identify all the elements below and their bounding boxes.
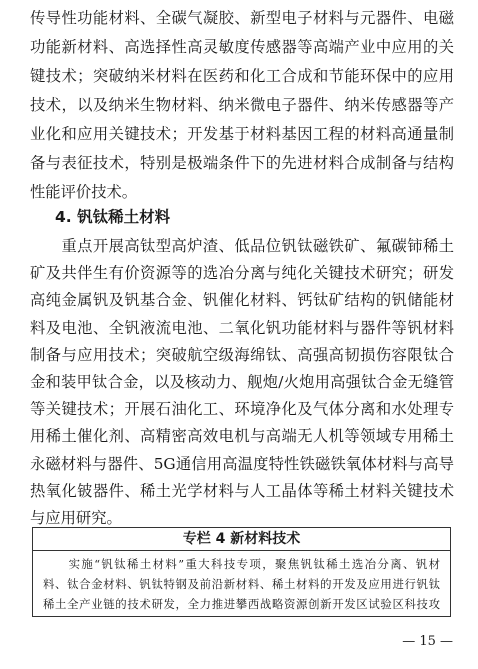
text-line: 等关键技术；开展石油化工、环境净化及气体分离和水处理专 [30,400,454,419]
box-title: 专栏 4 新材料技术 [33,528,450,551]
text-line: 高纯金属钒及钒基合金、钒催化材料、钙钛矿结构的钒储能材 [30,291,454,310]
text-line: 性能评价技术。 [30,183,138,201]
text-line: 功能新材料、高选择性高灵敏度传感器等高端产业中应用的关 [30,38,454,56]
text-line: 与应用研究。 [30,509,122,527]
page-number: — 15 — [402,634,453,649]
text-line: 料及电池、全钒液流电池、二氧化钒功能材料与器件等钒材料 [30,318,454,337]
text-line: 永磁材料与器件、5G通信用高温度特性铁磁铁氧体材料与高导 [30,454,454,473]
text-line: 用稀土催化剂、高精密高效电机与高端无人机等领域专用稀土 [30,427,454,446]
text-line: 键技术；突破纳米材料在医药和化工合成和节能环保中的应用 [30,67,454,85]
sidebar-box [32,527,451,617]
text-line: 传导性功能材料、全碳气凝胶、新型电子材料与元器件、电磁 [30,9,454,27]
box-line: 料、钛合金材料、钒钛特钢及前沿新材料、稀土材料的开发及应用进行钒钛 [43,577,440,591]
text-line: 业化和应用关键技术；开发基于材料基因工程的材料高通量制 [30,125,454,143]
text-line: 备与表征技术，特别是极端条件下的先进材料合成制备与结构 [30,154,454,172]
text-line: 热氧化铍器件、稀土光学材料与人工晶体等稀土材料关键技术 [30,481,454,500]
section-heading: 4. 钒钛稀土材料 [55,208,171,226]
text-line: 制备与应用技术；突破航空级海绵钛、高强高韧损伤容限钛合 [30,345,454,364]
text-line: 矿及共伴生有价资源等的选冶分离与纯化关键技术研究；研发 [30,264,454,283]
text-line: 金和装甲钛合金，以及核动力、舰炮/火炮用高强钛合金无缝管 [30,373,454,391]
text-line: 技术，以及纳米生物材料、纳米微电子器件、纳米传感器等产 [30,96,454,114]
box-line: 稀土全产业链的技术研发，全力推进攀西战略资源创新开发区试验区科技攻 [43,597,440,611]
box-line: 实施“钒钛稀土材料”重大科技专项，聚焦钒钛稀土选冶分离、钒材 [43,557,440,571]
text-line: 重点开展高钛型高炉渣、低品位钒钛磁铁矿、氟碳铈稀土 [30,237,454,255]
